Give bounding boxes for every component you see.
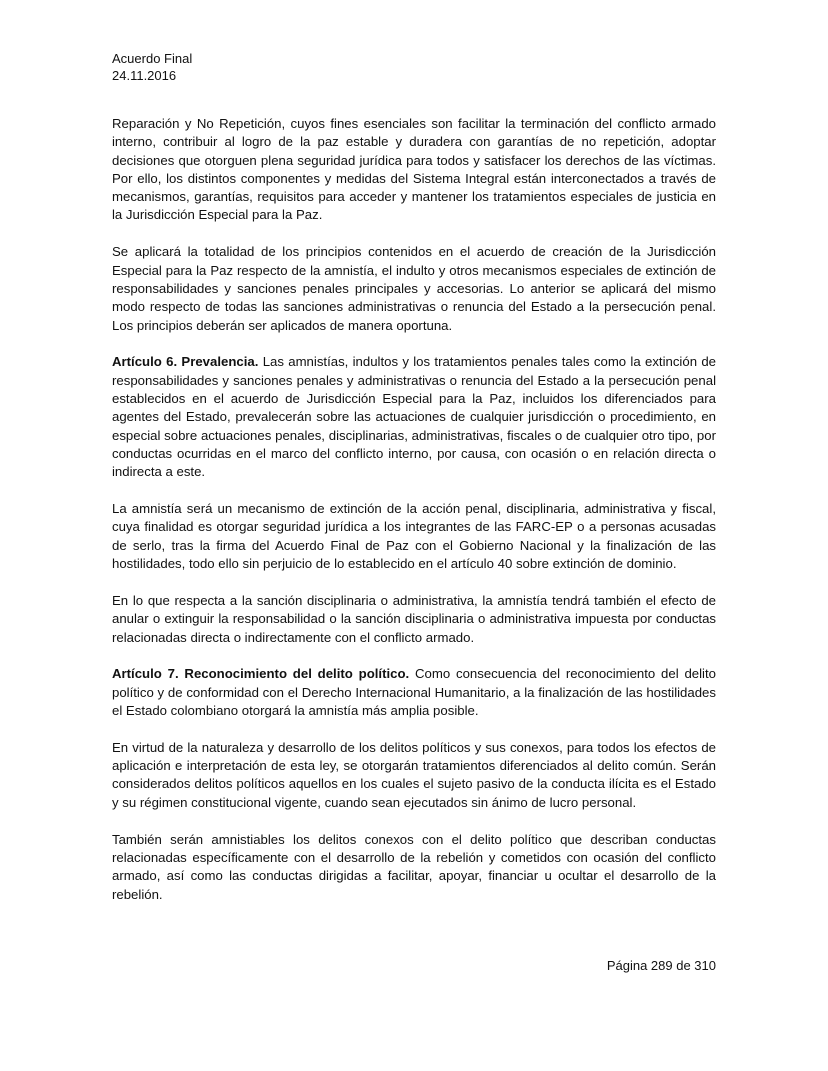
document-body [112, 115, 716, 922]
document-title: Acuerdo Final [112, 51, 193, 66]
article-7-paragraph [112, 665, 716, 720]
article-6-paragraph [112, 353, 716, 481]
paragraph [112, 831, 716, 904]
paragraph [112, 115, 716, 225]
article-6-heading: Artículo 6. Prevalencia. [112, 354, 259, 370]
paragraph [112, 243, 716, 334]
paragraph-text: También serán amnistiables los delitos conexos con el delito político que describan conductas relacionadas específicamente con el desarrollo de la rebelión y cometidos con ocasión del conflicto armado, así como las conductas dirigidas a facilitar, apoyar, financiar u ocultar el desarrollo de la rebelión. [112, 831, 716, 902]
paragraph [112, 500, 716, 573]
paragraph [112, 592, 716, 647]
paragraph-text: La amnistía será un mecanismo de extinción de la acción penal, disciplinaria, administrativa y fiscal, cuya finalidad es otorgar seguridad jurídica a los integrantes de las FARC-EP o a personas acusadas de serlo, tras la firma del Acuerdo Final de Paz con el Gobierno Nacional y la finalización de las hostilidades, todo ello sin perjuicio de lo establecido en el artículo 40 sobre extinción de dominio. [112, 501, 716, 572]
paragraph-text: En virtud de la naturaleza y desarrollo de los delitos políticos y sus conexos, para todos los efectos de aplicación e interpretación de esta ley, se otorgarán tratamientos diferenciados al delito común. Serán considerados delitos políticos aquellos en los cuales el sujeto pasivo de la conducta ilícita es el Estado y su régimen constitucional vigente, cuando sean ejecutados sin ánimo de lucro personal. [112, 739, 716, 810]
paragraph-text: Las amnistías, indultos y los tratamientos penales tales como la extinción de responsabilidades y sanciones penales y administrativas o renuncia del Estado a la persecución penal establecidos en el acuerdo de Jurisdicción Especial para la Paz, incluidos los diferenciados para agentes del Estado, prevalecerán sobre las actuaciones de cualquier jurisdicción o procedimiento, en especial sobre actuaciones penales, disciplinarias, administrativas, fiscales o de cualquier otro tipo, por conductas ocurridas en el marco del conflicto interno, por causa, con ocasión o en relación directa o indirecta a este. [112, 354, 716, 480]
paragraph-text: En lo que respecta a la sanción disciplinaria o administrativa, la amnistía tendrá también el efecto de anular o extinguir la responsabilidad o la sanción disciplinaria o administrativa impuesta por conductas relacionadas directa o indirectamente con el conflicto armado. [112, 592, 716, 645]
document-date: 24.11.2016 [112, 68, 177, 83]
article-7-heading: Artículo 7. Reconocimiento del delito político. [112, 666, 410, 682]
paragraph-text: Reparación y No Repetición, cuyos fines esenciales son facilitar la terminación del conflicto armado interno, contribuir al logro de la paz estable y duradera con garantías de no repetición, adoptar decisiones que otorguen plena seguridad jurídica para todos y satisfacer los derechos de las víctimas. Por ello, los distintos componentes y medidas del Sistema Integral están interconectados a través de mecanismos, garantías, requisitos para acceder y mantener los tratamientos especiales de justicia en la Jurisdicción Especial para la Paz. [112, 116, 716, 223]
paragraph-text: Como consecuencia del reconocimiento del delito político y de conformidad con el Derecho Internacional Humanitario, a la finalización de las hostilidades el Estado colombiano otorgará la amnistía más amplia posible. [112, 666, 716, 718]
paragraph [112, 739, 716, 812]
page-number: Página 289 de 310 [606, 958, 716, 973]
paragraph-text: Se aplicará la totalidad de los principios contenidos en el acuerdo de creación de la Jurisdicción Especial para la Paz respecto de la amnistía, el indulto y otros mecanismos especiales de extinción de responsabilidades y sanciones penales principales y accesorias. Lo anterior se aplicará del mismo modo respecto de todas las sanciones administrativas o renuncia del Estado a la persecución penal. Los principios deberán ser aplicados de manera oportuna. [112, 244, 716, 333]
page-header [112, 50, 192, 84]
